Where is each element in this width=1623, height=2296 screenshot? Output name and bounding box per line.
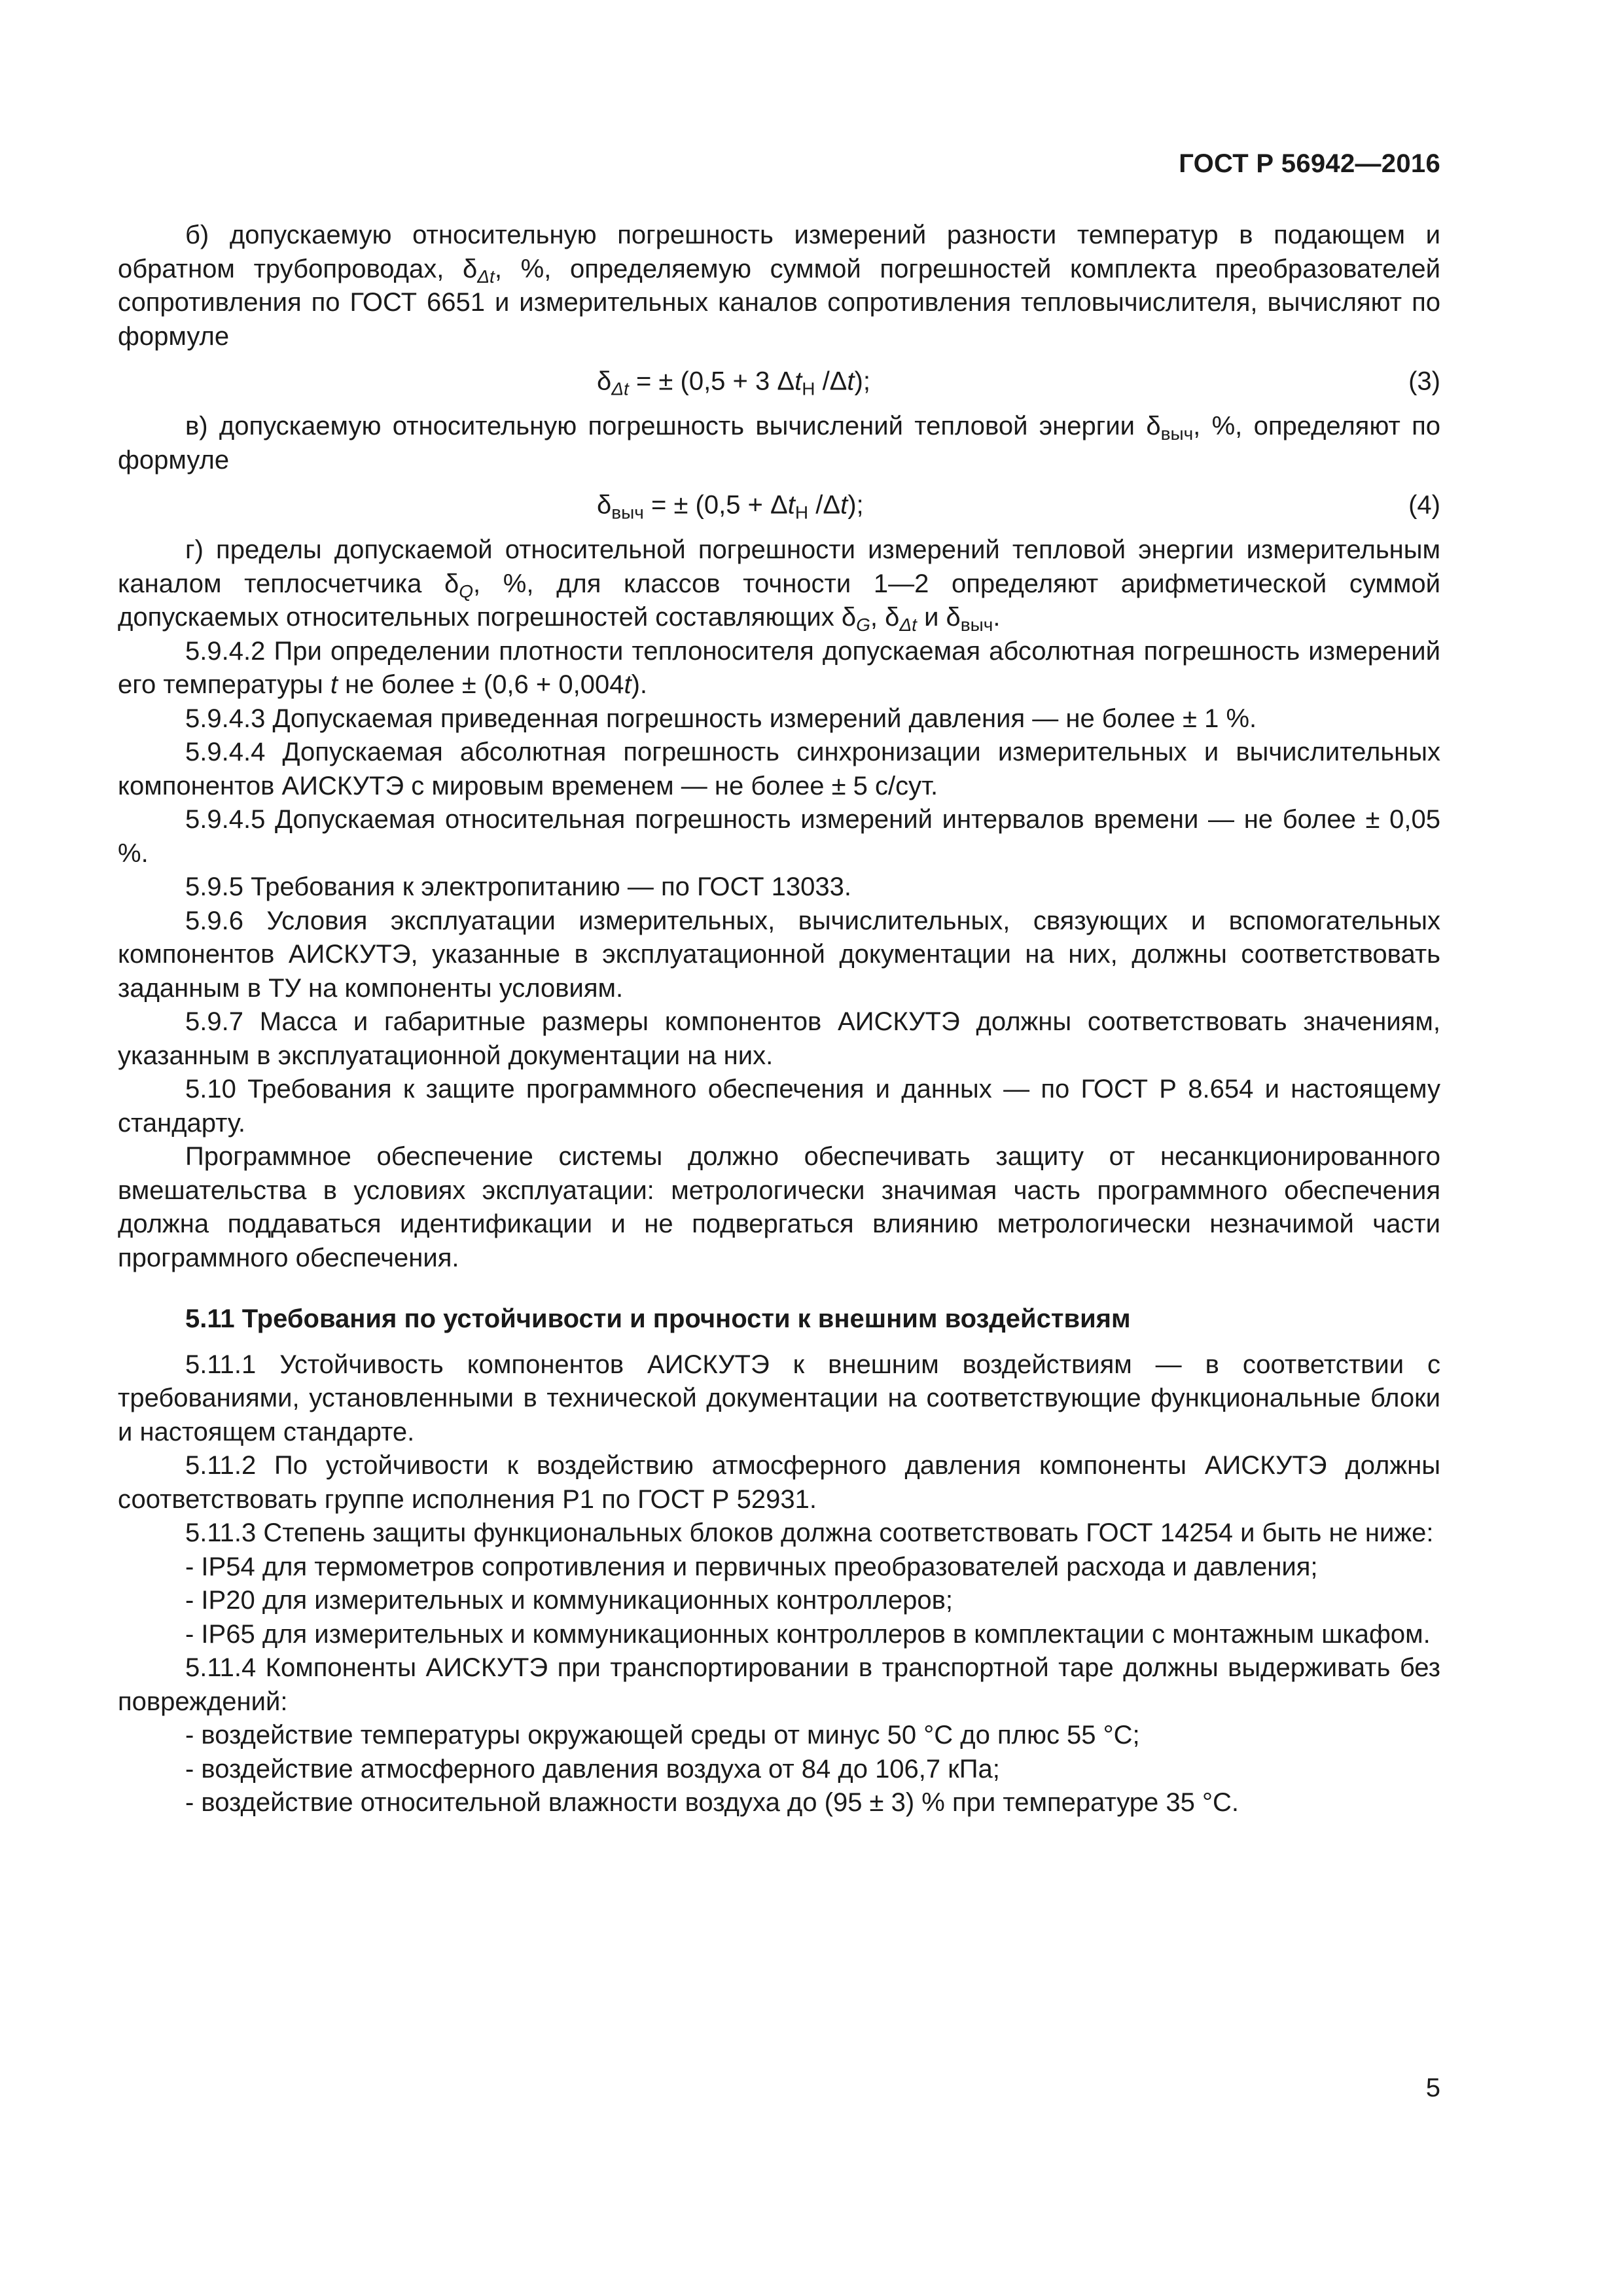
text: = ± (0,5 + Δ bbox=[643, 490, 788, 520]
paragraph-5-11-4: 5.11.4 Компоненты АИСКУТЭ при транспортировании в транспортной таре должны выдерживать без повреждений: bbox=[118, 1653, 1440, 1716]
paragraph-b bbox=[118, 219, 1440, 353]
formula-4 bbox=[118, 477, 1440, 533]
text: б) допускаемую относительную погрешность измерений разности температур в подающем и обратном трубопроводах, δ bbox=[118, 221, 1440, 283]
document-body bbox=[118, 219, 1440, 1820]
paragraph-5-9-6: 5.9.6 Условия эксплуатации измерительных, вычислительных, связующих и вспомогательных компонентов АИСКУТЭ, указанные в эксплуатационной документации на них, должны соответствовать заданным в ТУ на компоненты условиям. bbox=[118, 906, 1440, 1003]
text: ); bbox=[847, 490, 864, 520]
variable: t bbox=[787, 490, 795, 520]
text: , %, определяемую суммой погрешностей комплекта преобразователей сопротивления по ГОСТ 6651 и измерительных каналов сопротивления тепловычислителя, вычисляют по формуле bbox=[118, 254, 1440, 351]
document-id: ГОСТ Р 56942—2016 bbox=[1179, 149, 1440, 178]
text: , %, для классов точности 1—2 определяют арифметической суммой допускаемых относительных погрешностей составляющих δ bbox=[118, 569, 1440, 632]
paragraph-g bbox=[118, 533, 1440, 635]
subscript: выч bbox=[611, 502, 644, 523]
list-item-temperature: - воздействие температуры окружающей среды от минус 50 °С до плюс 55 °С; bbox=[185, 1721, 1140, 1749]
paragraph-5-9-4-4: 5.9.4.4 Допускаемая абсолютная погрешность синхронизации измерительных и вычислительных компонентов АИСКУТЭ с мировым временем — не более ± 5 с/сут. bbox=[118, 738, 1440, 800]
variable: t bbox=[840, 490, 848, 520]
list-item-ip54: - IP54 для термометров сопротивления и первичных преобразователей расхода и давления; bbox=[185, 1552, 1318, 1581]
page-number: 5 bbox=[1425, 2073, 1440, 2102]
paragraph-5-9-7: 5.9.7 Масса и габаритные размеры компонентов АИСКУТЭ должны соответствовать значениям, указанным в эксплуатационной документации на них. bbox=[118, 1007, 1440, 1070]
variable: t bbox=[847, 367, 855, 396]
list-item-ip65: - IP65 для измерительных и коммуникационных контроллеров в комплектации с монтажным шкафом. bbox=[185, 1619, 1431, 1649]
subscript: G bbox=[856, 615, 870, 635]
formula-4-number: (4) bbox=[1408, 490, 1440, 520]
text: /Δ bbox=[808, 490, 841, 520]
paragraph-5-11-3: 5.11.3 Степень защиты функциональных блоков должна соответствовать ГОСТ 14254 и быть не ниже: bbox=[185, 1518, 1434, 1547]
symbol: δ bbox=[597, 490, 612, 520]
subscript: Δt bbox=[611, 378, 629, 399]
text: , δ bbox=[870, 603, 900, 632]
text: , %, определяют по формуле bbox=[118, 412, 1440, 475]
text: ). bbox=[631, 670, 648, 699]
paragraph-5-11-2: 5.11.2 По устойчивости к воздействию атмосферного давления компоненты АИСКУТЭ должны соответствовать группе исполнения Р1 по ГОСТ Р 52931. bbox=[118, 1451, 1440, 1514]
subscript: выч bbox=[960, 615, 993, 635]
paragraph-5-11-1: 5.11.1 Устойчивость компонентов АИСКУТЭ к внешним воздействиям — в соответствии с требованиями, установленными в технической документации на соответствующие функциональные блоки и настоящем стандарте. bbox=[118, 1350, 1440, 1446]
subscript: Δt bbox=[899, 615, 917, 635]
section-heading-5-11: 5.11 Требования по устойчивости и прочности к внешним воздействиям bbox=[185, 1304, 1131, 1333]
paragraph-v bbox=[118, 410, 1440, 477]
paragraph-5-9-4-5: 5.9.4.5 Допускаемая относительная погрешность измерений интервалов времени — не более ± 0,05 %. bbox=[118, 805, 1440, 868]
text: ); bbox=[854, 367, 870, 396]
text: = ± (0,5 + 3 Δ bbox=[628, 367, 795, 396]
text: . bbox=[993, 603, 1001, 632]
variable: t bbox=[794, 367, 802, 396]
paragraph-5-9-4-3: 5.9.4.3 Допускаемая приведенная погрешность измерений давления — не более ± 1 %. bbox=[185, 704, 1257, 733]
symbol: δ bbox=[597, 367, 612, 396]
formula-4-expression bbox=[597, 488, 864, 522]
text: г) пределы допускаемой относительной погрешности измерений тепловой энергии измерительным каналом теплосчетчика δ bbox=[118, 535, 1440, 598]
variable: t bbox=[330, 670, 338, 699]
text: в) допускаемую относительную погрешность вычислений тепловой энергии δ bbox=[185, 412, 1161, 440]
formula-3 bbox=[118, 353, 1440, 410]
paragraph-5-10-software: Программное обеспечение системы должно обеспечивать защиту от несанкционированного вмешательства в условиях эксплуатации: метрологически значимая часть программного обеспечения должна поддаваться идентификации и не подвергаться влиянию метрологически незначимой части программного обеспечения. bbox=[118, 1142, 1440, 1272]
subscript: выч bbox=[1160, 423, 1194, 444]
text: и δ bbox=[916, 603, 961, 632]
subscript: Δt bbox=[477, 266, 495, 287]
formula-3-expression bbox=[597, 365, 870, 399]
list-item-pressure: - воздействие атмосферного давления воздуха от 84 до 106,7 кПа; bbox=[185, 1754, 1000, 1784]
list-item-ip20: - IP20 для измерительных и коммуникационных контроллеров; bbox=[185, 1586, 953, 1615]
text: 5.9.4.2 При определении плотности теплоносителя допускаемая абсолютная погрешность измерений его температуры bbox=[118, 636, 1440, 699]
text: /Δ bbox=[815, 367, 847, 396]
paragraph-5-9-4-2 bbox=[118, 635, 1440, 702]
paragraph-5-10: 5.10 Требования к защите программного обеспечения и данных — по ГОСТ Р 8.654 и настоящему стандарту. bbox=[118, 1075, 1440, 1138]
text: не более ± (0,6 + 0,004 bbox=[338, 670, 624, 699]
variable: t bbox=[624, 670, 632, 699]
formula-3-number: (3) bbox=[1408, 367, 1440, 396]
list-item-humidity: - воздействие относительной влажности воздуха до (95 ± 3) % при температуре 35 °С. bbox=[185, 1788, 1239, 1817]
subscript: Н bbox=[802, 378, 815, 399]
paragraph-5-9-5: 5.9.5 Требования к электропитанию — по ГОСТ 13033. bbox=[185, 872, 851, 901]
subscript: Н bbox=[794, 502, 809, 523]
subscript: Q bbox=[459, 581, 474, 601]
